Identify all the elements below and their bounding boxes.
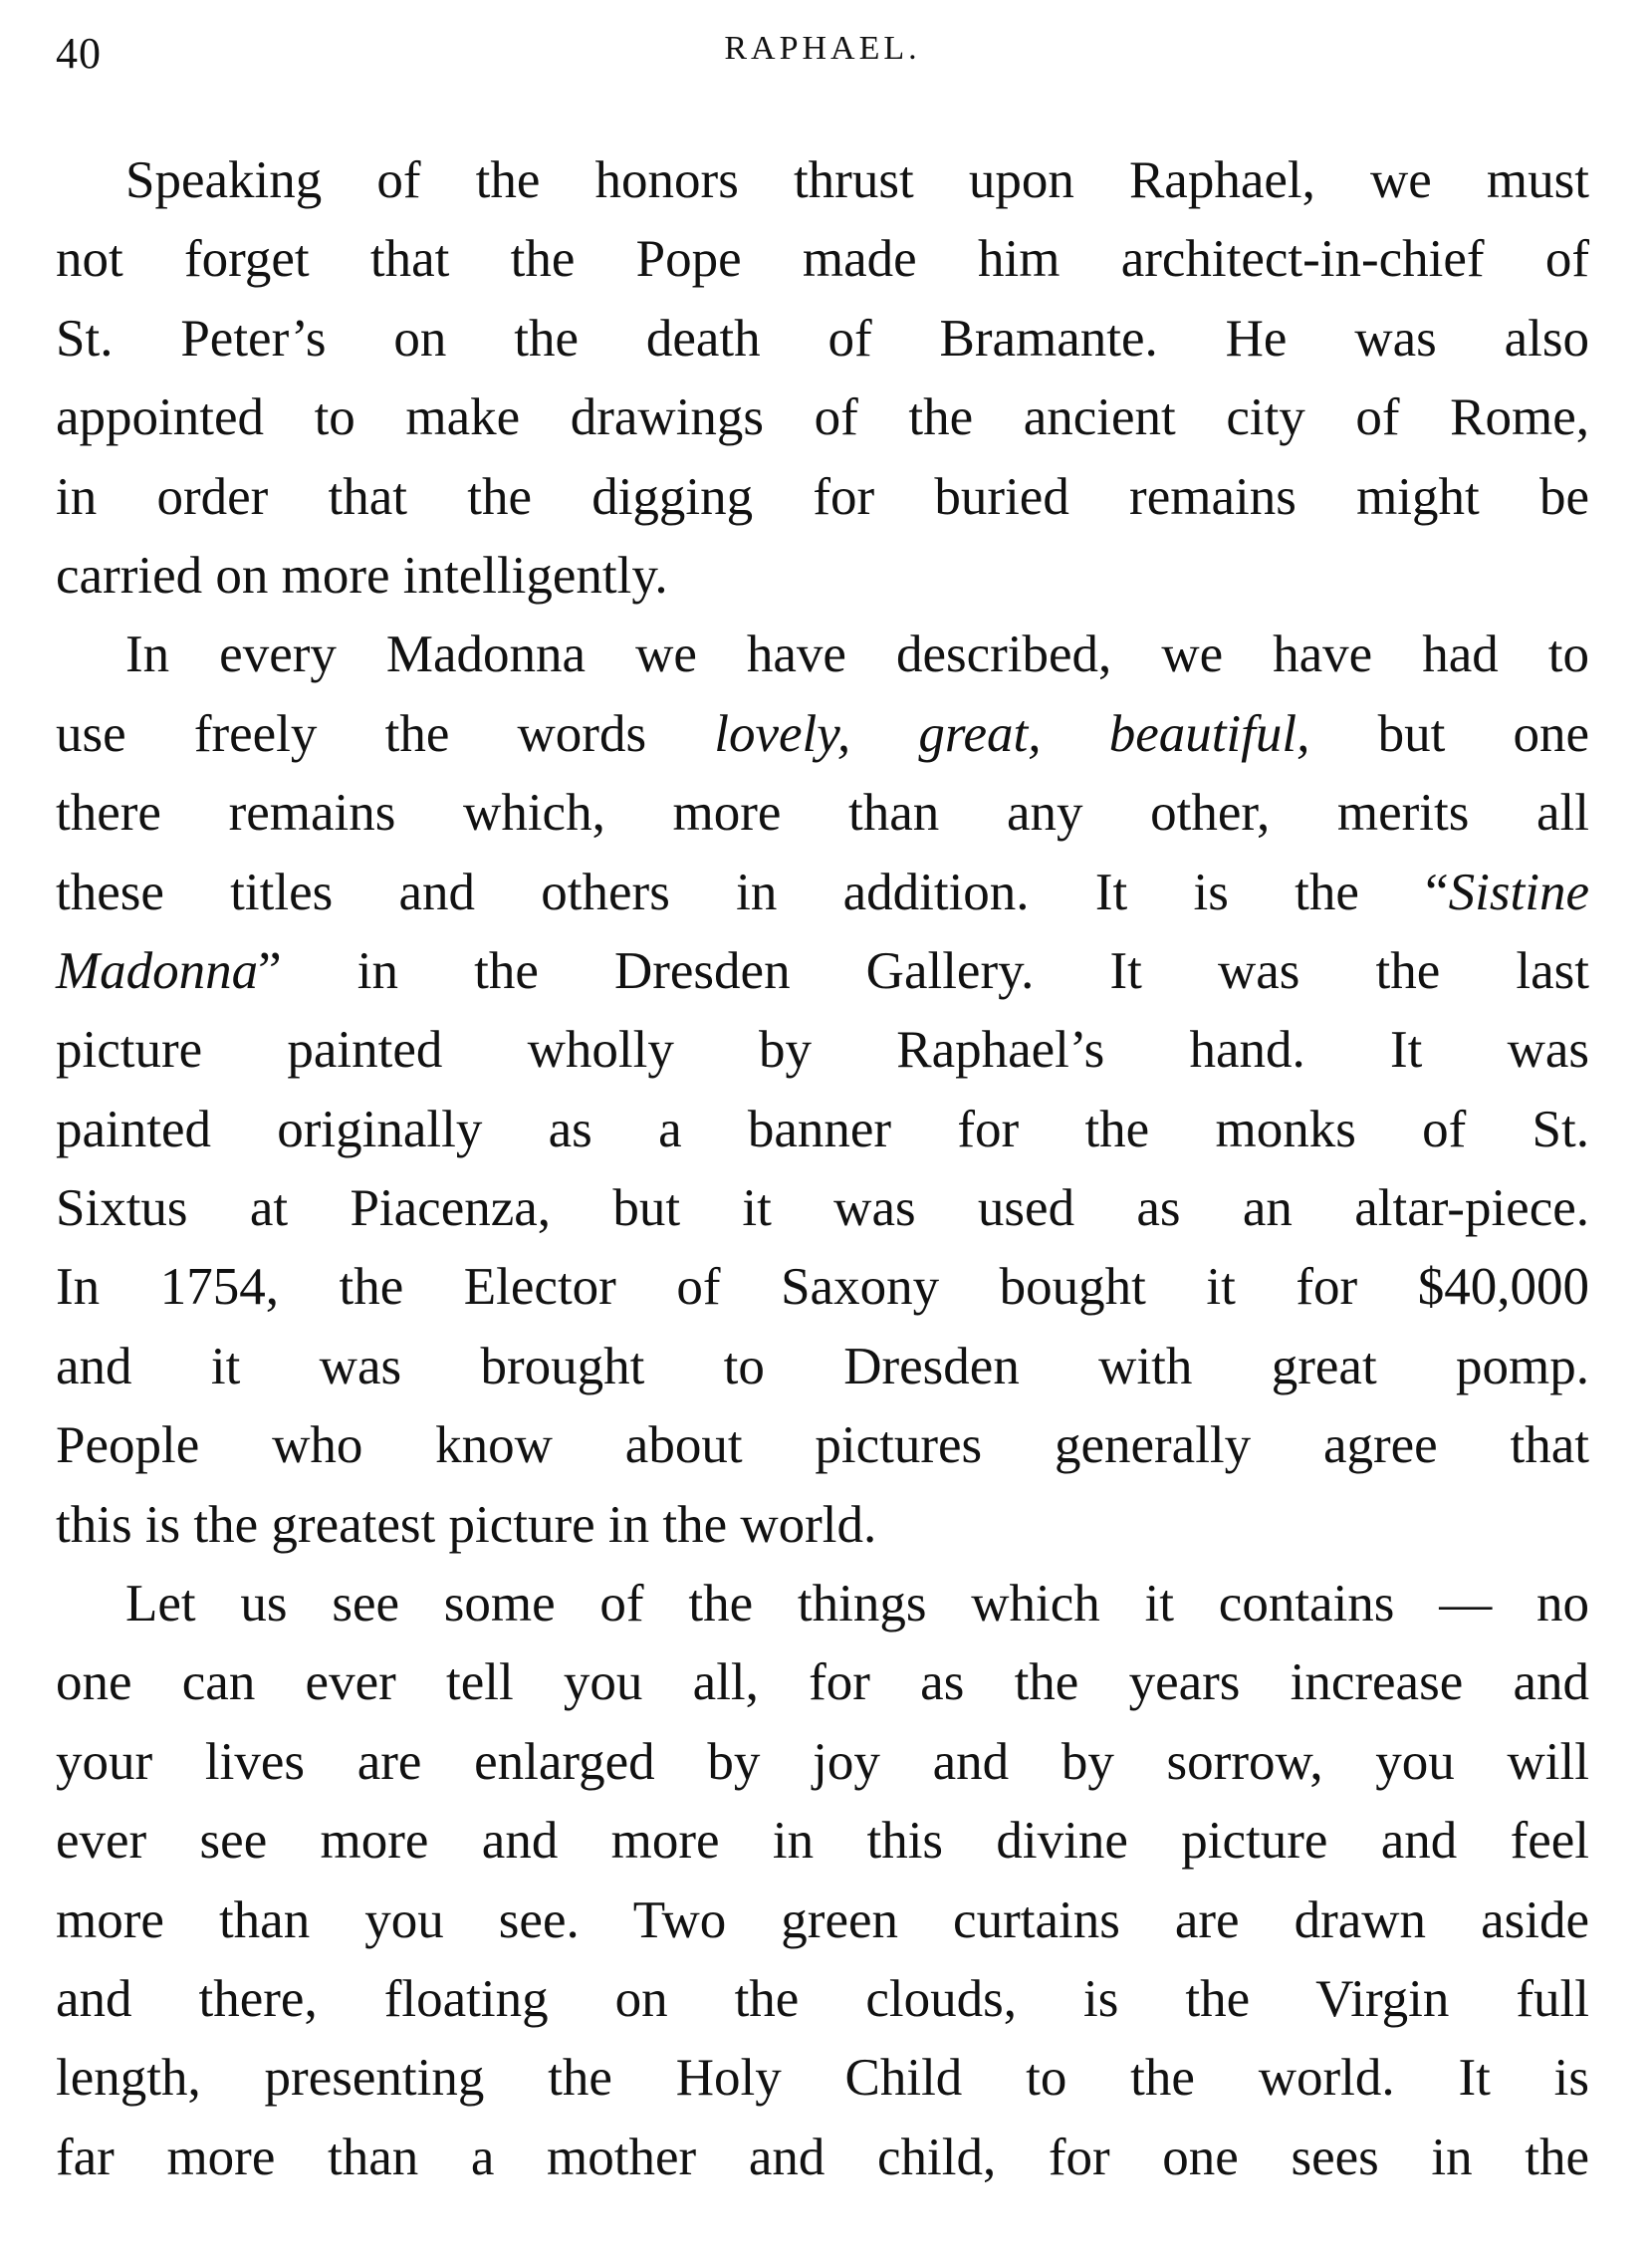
text-line: painted originally as a banner for the monks of St.	[56, 1100, 1589, 1158]
text-line: far more than a mother and child, for one sees in the	[56, 2128, 1589, 2186]
text-line: picture painted wholly by Raphael’s hand. It was	[56, 1021, 1589, 1080]
text-line: St. Peter’s on the death of Bramante. He was also	[56, 309, 1589, 368]
running-head: RAPHAEL.	[724, 30, 921, 67]
body-text	[56, 141, 1589, 2197]
italic-title: Madonna	[56, 941, 259, 1000]
text-run: ” in the Dresden Gallery. It was the last	[258, 941, 1589, 1000]
text-line: Let us see some of the things which it contains — no	[125, 1575, 1589, 1634]
italic-word: great,	[918, 704, 1042, 763]
text-line	[56, 932, 1589, 1011]
text-line: this is the greatest picture in the world.	[56, 1495, 877, 1554]
text-line: more than you see. Two green curtains are drawn aside	[56, 1890, 1589, 1949]
text-line: not forget that the Pope made him architect-in-chief of	[56, 230, 1589, 289]
page-header	[56, 22, 1589, 82]
text-run: but one	[1377, 704, 1589, 763]
text-line: appointed to make drawings of the ancient city of Rome,	[56, 388, 1589, 447]
text-line: there remains which, more than any other, merits all	[56, 784, 1589, 843]
text-line: Sixtus at Piacenza, but it was used as an altar-piece.	[56, 1179, 1589, 1238]
text-line: In 1754, the Elector of Saxony bought it for $40,000	[56, 1258, 1589, 1317]
text-line: carried on more intelligently.	[56, 546, 668, 605]
text-line	[56, 854, 1589, 932]
text-line: and it was brought to Dresden with great pomp.	[56, 1337, 1589, 1395]
text-line: People who know about pictures generally agree that	[56, 1416, 1589, 1475]
text-line	[56, 695, 1589, 774]
text-line: ever see more and more in this divine picture and feel	[56, 1812, 1589, 1871]
text-line: your lives are enlarged by joy and by sorrow, you will	[56, 1732, 1589, 1791]
text-run: use freely the words	[56, 704, 647, 763]
text-line: and there, floating on the clouds, is the Virgin full	[56, 1969, 1589, 2028]
italic-word: beautiful,	[1108, 704, 1310, 763]
text-line: In every Madonna we have described, we have had to	[125, 626, 1589, 684]
text-line: Speaking of the honors thrust upon Raphael, we must	[125, 151, 1589, 209]
italic-word: lovely,	[714, 704, 851, 763]
text-line: one can ever tell you all, for as the years increase and	[56, 1653, 1589, 1712]
italic-title: Sistine	[1448, 863, 1589, 921]
text-line: length, presenting the Holy Child to the world. It is	[56, 2049, 1589, 2108]
page-number: 40	[56, 29, 102, 78]
text-run: these titles and others in addition. It is the “	[56, 863, 1449, 921]
text-line: in order that the digging for buried remains might be	[56, 467, 1589, 526]
